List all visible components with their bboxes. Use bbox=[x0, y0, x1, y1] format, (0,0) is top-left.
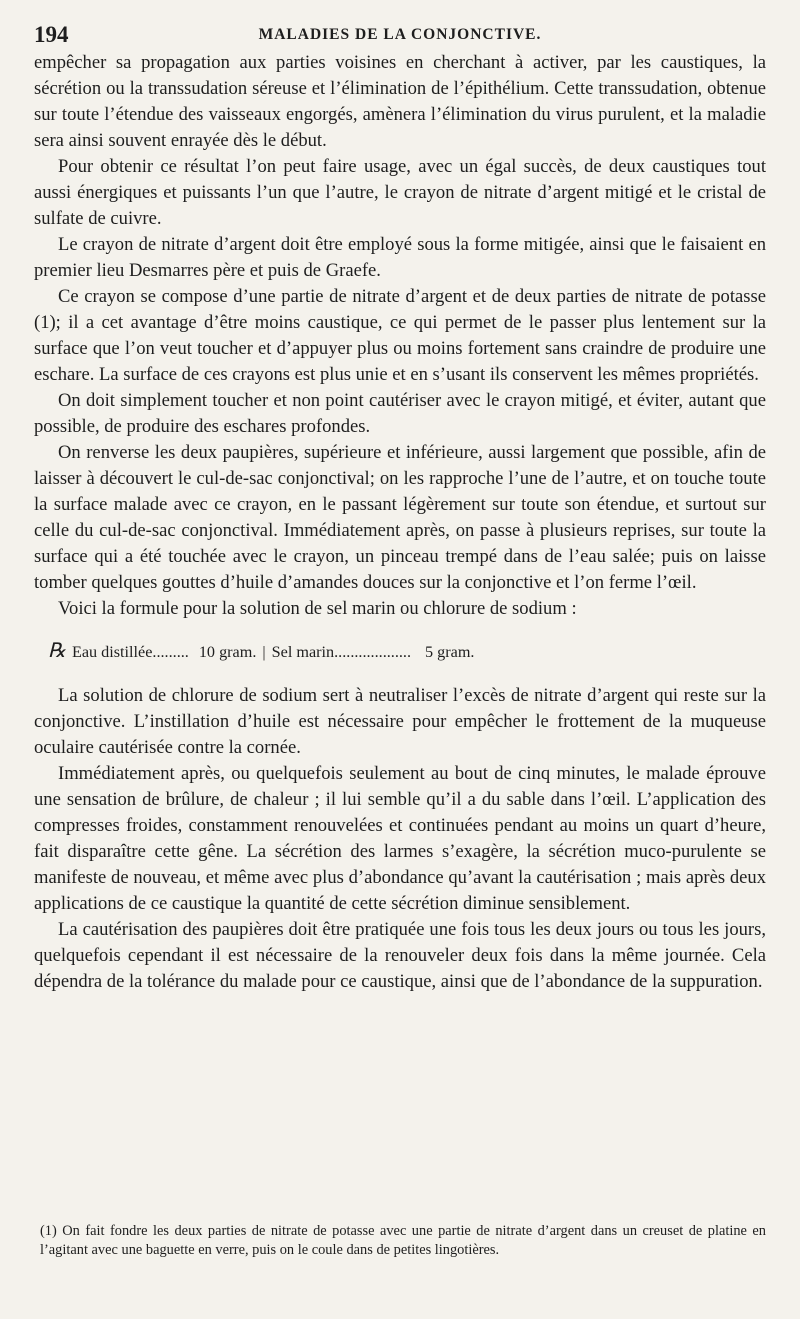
paragraph: On renverse les deux paupières, supérieure et inférieure, aussi largement que possible, afin de laisser à découvert le cul-de-sac conjonctival; on les rapproche l’une de l’autre, et on touche toute la surface malade avec ce crayon, en le passant légèrement sur toute son étendue, et surtout sur celle du cul-de-sac conjonctival. Immédiatement après, on passe à plusieurs reprises, sur toute la surface qui a été touchée avec le crayon, un pinceau trempé dans de l’eau salée; puis on laisse tomber quelques gouttes d’huile d’amandes douces sur la conjonctive et l’on ferme l’œil. bbox=[34, 442, 766, 593]
body-text-continued bbox=[34, 683, 766, 995]
formula-line bbox=[48, 638, 766, 663]
paragraph: Ce crayon se compose d’une partie de nitrate d’argent et de deux parties de nitrate de potasse (1); il a cet avantage d’être moins caustique, ce qui permet de le passer plus lentement sur la surface que l’on veut toucher et d’appuyer plus ou moins fortement sans craindre de produire une eschare. La surface de ces crayons est plus unie et en s’usant ils conservent les mêmes propriétés. bbox=[34, 286, 766, 385]
paragraph: empêcher sa propagation aux parties voisines en cherchant à activer, par les caustiques, la sécrétion ou la transsudation séreuse et l’élimination de l’épithélium. Cette transsudation, obtenue sur toute l’étendue des vaisseaux engorgés, amènera l’élimination du virus purulent, et la maladie sera ainsi souvent enrayée dès le début. bbox=[34, 52, 766, 151]
recipe-symbol-icon: ℞ bbox=[48, 640, 66, 662]
paragraph: Immédiatement après, ou quelquefois seulement au bout de cinq minutes, le malade éprouve une sensation de brûlure, de chaleur ; il lui semble qu’il a du sable dans l’œil. L’application des compresses froides, constamment renouvelées et continuées pendant au moins un quart d’heure, fait disparaître cette gêne. La sécrétion des larmes s’exagère, la sécrétion muco-purulente se manifeste de nouveau, et même avec plus d’abondance qu’avant la cautérisation ; mais après deux applications de ce caustique la quantité de cette sécrétion diminue sensiblement. bbox=[34, 763, 766, 914]
running-head: MALADIES DE LA CONJONCTIVE. bbox=[258, 26, 542, 43]
formula-item-name: Sel marin bbox=[271, 643, 335, 661]
footnote-text: (1) On fait fondre les deux parties de nitrate de potasse avec une partie de nitrate d’argent dans un creuset de platine en l’agitant avec une baguette en verre, puis on le coule dans de petites lingotières. bbox=[40, 1223, 766, 1258]
paragraph: Pour obtenir ce résultat l’on peut faire usage, avec un égal succès, de deux caustiques tout aussi énergiques et puissants l’un que l’autre, le crayon de nitrate d’argent mitigé et le cristal de sulfate de cuivre. bbox=[34, 156, 766, 229]
formula-item-quantity: 10 gram. bbox=[198, 643, 257, 661]
footnote bbox=[40, 1222, 766, 1260]
formula-item-name: Eau distillée bbox=[71, 643, 153, 661]
formula-item-quantity: 5 gram. bbox=[425, 643, 475, 661]
formula-leader-dots: ......... bbox=[152, 643, 189, 661]
page-header bbox=[34, 14, 766, 50]
paragraph: Le crayon de nitrate d’argent doit être employé sous la forme mitigée, ainsi que le faisaient en premier lieu Desmarres père et puis de Graefe. bbox=[34, 234, 766, 281]
paragraph: Voici la formule pour la solution de sel marin ou chlorure de sodium : bbox=[58, 598, 577, 619]
page-number: 194 bbox=[34, 22, 69, 47]
formula-leader-dots: ................... bbox=[334, 643, 412, 661]
paragraph: La cautérisation des paupières doit être pratiquée une fois tous les deux jours ou tous les jours, quelquefois cependant il est nécessaire de la renouveler deux fois dans la même journée. Cela dépendra de la tolérance du malade pour ce caustique, ainsi que de l’abondance de la suppuration. bbox=[34, 919, 766, 992]
paragraph: On doit simplement toucher et non point cautériser avec le crayon mitigé, et éviter, autant que possible, de produire des eschares profondes. bbox=[34, 390, 766, 437]
paragraph: La solution de chlorure de sodium sert à neutraliser l’excès de nitrate d’argent qui reste sur la conjonctive. L’instillation d’huile est nécessaire pour empêcher le frottement de la muqueuse oculaire cautérisée contre la cornée. bbox=[34, 685, 766, 758]
body-text bbox=[34, 50, 766, 622]
formula-separator: | bbox=[262, 643, 266, 661]
